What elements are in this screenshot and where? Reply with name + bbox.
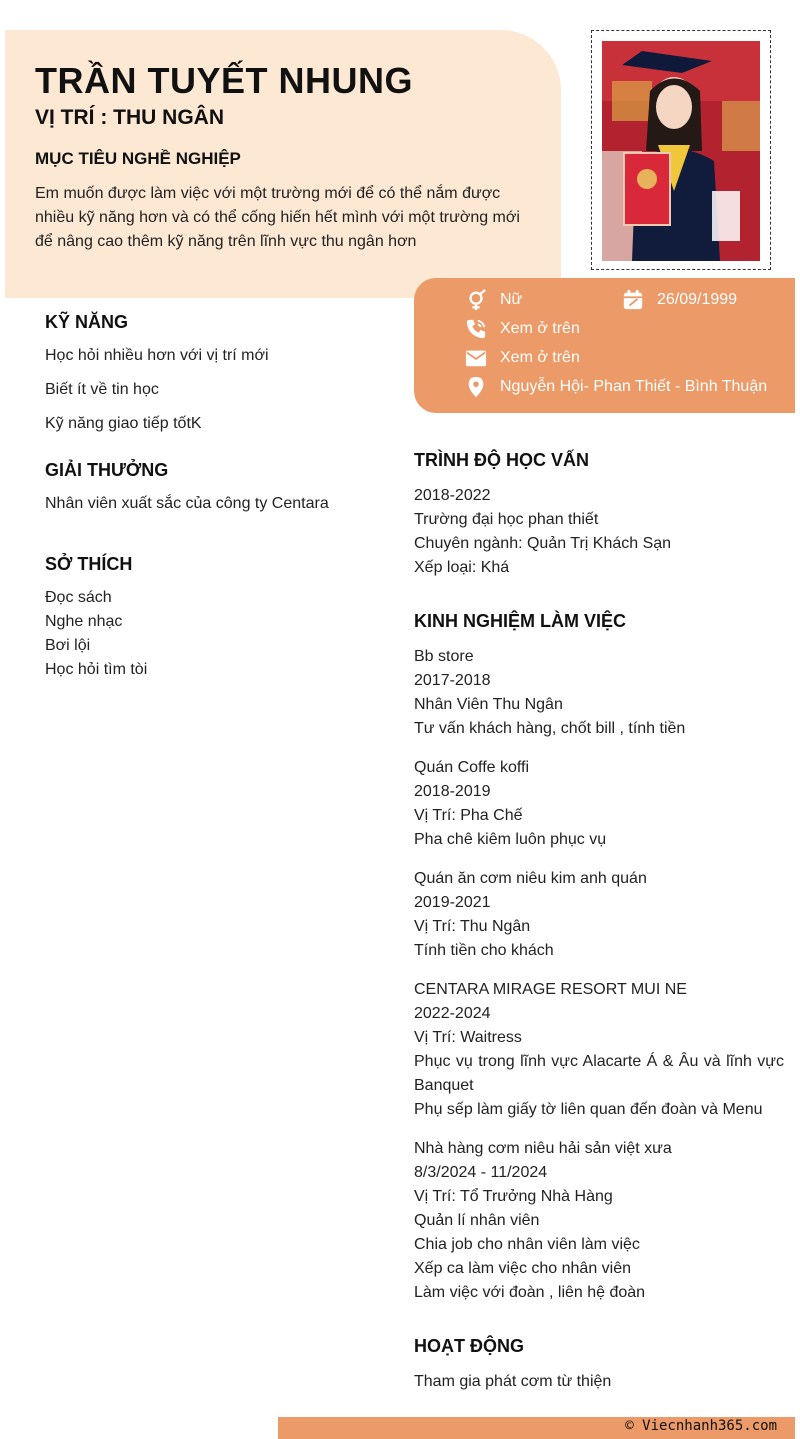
- job-duty: Tư vấn khách hàng, chốt bill , tính tiền: [414, 720, 686, 737]
- job-duty: Chia job cho nhân viên làm việc: [414, 1236, 640, 1253]
- job-company: Quán ăn cơm niêu kim anh quán: [414, 870, 647, 887]
- awards-text: Nhân viên xuất sắc của công ty Centara: [45, 495, 329, 512]
- job-duty: Tính tiền cho khách: [414, 942, 554, 959]
- activities-text: Tham gia phát cơm từ thiện: [414, 1373, 612, 1390]
- job-role: Vị Trí: Thu Ngân: [414, 918, 531, 935]
- footer-bar: [278, 1417, 795, 1439]
- phone-icon: [464, 318, 488, 340]
- job-duty: Làm việc với đoàn , liên hệ đoàn: [414, 1284, 646, 1301]
- profile-photo: [602, 41, 760, 261]
- job-position: VỊ TRÍ : THU NGÂN: [35, 106, 224, 129]
- job-duty: Phục vụ trong lĩnh vực Alacarte Á & Âu và lĩnh vực Banquet: [414, 1053, 784, 1094]
- skill-item: Học hỏi nhiều hơn với vị trí mới: [45, 347, 269, 364]
- candidate-name: TRẦN TUYẾT NHUNG: [35, 60, 413, 101]
- email-row: [464, 347, 580, 369]
- phone-value: Xem ở trên: [500, 320, 580, 337]
- education-title: TRÌNH ĐỘ HỌC VẤN: [414, 450, 589, 470]
- job-duty: Quản lí nhân viên: [414, 1212, 540, 1229]
- job-period: 2017-2018: [414, 672, 491, 689]
- location-pin-icon: [464, 376, 488, 398]
- gender-value: Nữ: [500, 291, 523, 308]
- hobby-item: Học hỏi tìm tòi: [45, 661, 148, 678]
- contact-box: [414, 278, 795, 413]
- education-line: Chuyên ngành: Quản Trị Khách Sạn: [414, 535, 672, 552]
- job-role: Vị Trí: Tổ Trưởng Nhà Hàng: [414, 1188, 613, 1205]
- phone-row: [464, 318, 580, 340]
- job-company: Quán Coffe koffi: [414, 759, 530, 776]
- job-role: Nhân Viên Thu Ngân: [414, 696, 563, 713]
- education-line: 2018-2022: [414, 487, 491, 504]
- envelope-icon: [464, 347, 488, 369]
- job-company: Bb store: [414, 648, 474, 665]
- job-entry: [414, 1137, 672, 1305]
- job-period: 2019-2021: [414, 894, 491, 911]
- gender-row: [464, 289, 522, 311]
- birthday-value: 26/09/1999: [657, 291, 738, 308]
- job-entry: [414, 978, 784, 1122]
- address-value: Nguyễn Hội- Phan Thiết - Bình Thuận: [500, 378, 768, 395]
- birthday-row: [621, 289, 737, 311]
- job-duty: Pha chê kiêm luôn phục vụ: [414, 831, 607, 848]
- job-company: Nhà hàng cơm niêu hải sản việt xưa: [414, 1140, 672, 1157]
- education-line: Xếp loại: Khá: [414, 559, 510, 576]
- hobby-item: Nghe nhạc: [45, 613, 123, 630]
- job-duty: Phụ sếp làm giấy tờ liên quan đến đoàn và Menu: [414, 1101, 763, 1118]
- job-role: Vị Trí: Pha Chế: [414, 807, 523, 824]
- job-company: CENTARA MIRAGE RESORT MUI NE: [414, 981, 687, 998]
- hobbies-title: SỞ THÍCH: [45, 554, 133, 574]
- job-period: 8/3/2024 - 11/2024: [414, 1164, 548, 1181]
- hobbies-list: [45, 586, 147, 682]
- awards-title: GIẢI THƯỞNG: [45, 460, 169, 480]
- job-entry: [414, 867, 647, 963]
- calendar-icon: [621, 289, 645, 311]
- address-row: [464, 376, 767, 398]
- education-line: Trường đại học phan thiết: [414, 511, 599, 528]
- footer-watermark: © Viecnhanh365.com: [625, 1418, 777, 1434]
- gender-icon: [464, 289, 488, 311]
- skill-item: Kỹ năng giao tiếp tốtK: [45, 415, 202, 432]
- job-entry: [414, 645, 685, 741]
- email-value: Xem ở trên: [500, 349, 580, 366]
- job-entry: [414, 756, 606, 852]
- objective-text: Em muốn được làm việc với một trường mới để có thể nắm được nhiều kỹ năng hơn và có thể cống hiến hết mình với một trường mới để nâng cao thêm kỹ năng trên lĩnh vực thu ngân hơn: [35, 185, 520, 250]
- job-period: 2018-2019: [414, 783, 491, 800]
- education-details: [414, 484, 671, 580]
- skill-item: Biết ít về tin học: [45, 381, 159, 398]
- job-period: 2022-2024: [414, 1005, 491, 1022]
- objective-title: MỤC TIÊU NGHỀ NGHIỆP: [35, 149, 241, 168]
- hobby-item: Bơi lội: [45, 637, 91, 654]
- skills-title: KỸ NĂNG: [45, 312, 129, 332]
- experience-title: KINH NGHIỆM LÀM VIỆC: [414, 611, 627, 631]
- job-role: Vị Trí: Waitress: [414, 1029, 522, 1046]
- activities-title: HOẠT ĐỘNG: [414, 1336, 524, 1356]
- hobby-item: Đọc sách: [45, 589, 112, 606]
- photo-frame: [591, 30, 771, 270]
- job-duty: Xếp ca làm việc cho nhân viên: [414, 1260, 632, 1277]
